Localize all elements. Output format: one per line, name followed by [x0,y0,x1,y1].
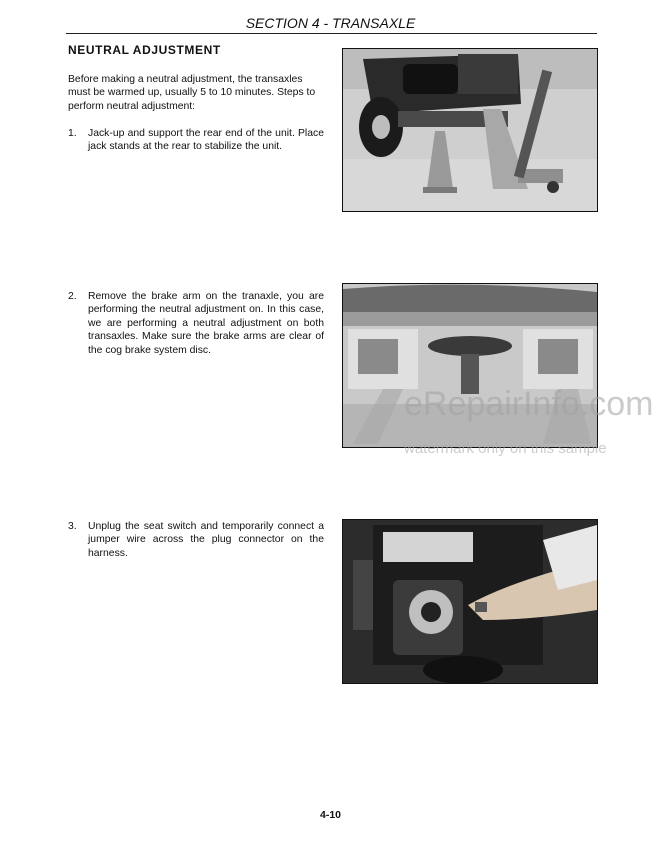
step-3-text: Unplug the seat switch and temporarily connect a jumper wire across the plug connector on the harness. [88,521,324,559]
section-title: SECTION 4 - TRANSAXLE [245,15,416,31]
header-divider [66,33,597,34]
procedure-heading: NEUTRAL ADJUSTMENT [68,43,221,57]
watermark-site: eRepairInfo.com [404,385,654,423]
step-1-text: Jack-up and support the rear end of the unit. Place jack stands at the rear to stabilize the unit. [88,128,324,153]
jacked-mower-photo [342,48,598,212]
step-2-text: Remove the brake arm on the tranaxle, you are performing the neutral adjustment on. In this case, we are performing a neutral adjustment on both transaxles. Make sure the brake arms are clear of the cog brake system disc. [88,291,324,356]
step-3-number: 3. [68,521,77,532]
page-number: 4-10 [319,809,341,821]
step-2-number: 2. [68,291,77,302]
watermark-note: watermark only on this sample [404,440,607,457]
step-2 [68,290,324,357]
step-3 [68,520,324,560]
seat-switch-photo [342,519,598,684]
intro-paragraph: Before making a neutral adjustment, the transaxles must be warmed up, usually 5 to 10 minutes. Steps to perform neutral adjustment: [68,74,316,112]
step-1-number: 1. [68,128,77,139]
step-1 [68,127,324,154]
